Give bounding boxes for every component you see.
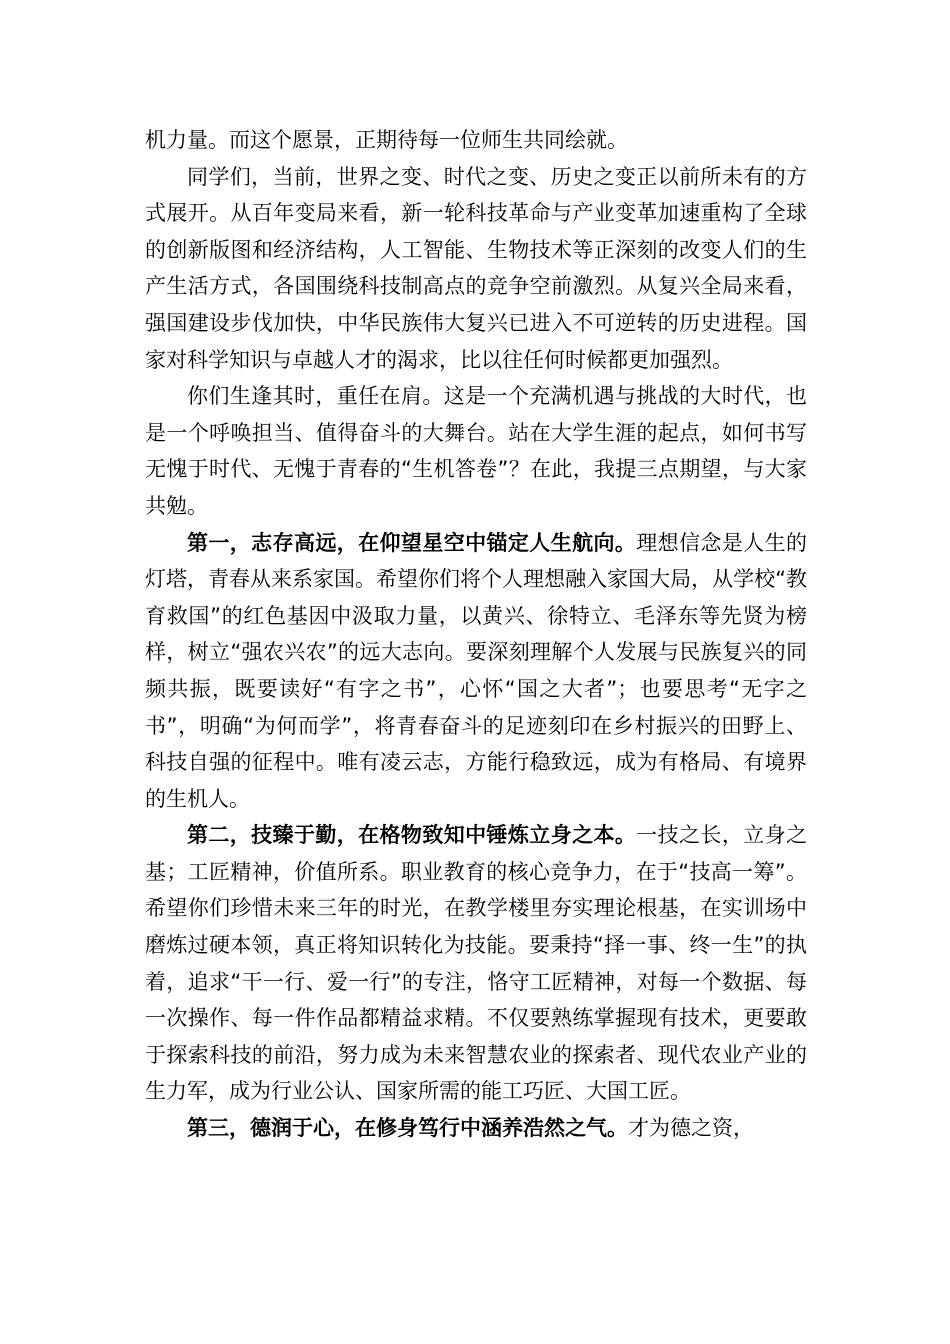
paragraph-text: 理想信念是人生的灯塔，青春从来系家国。希望你们将个人理想融入家国大局，从学校“教育救国”的红色基因中汲取力量，以黄兴、徐特立、毛泽东等先贤为榜样，树立“强农兴农”的远大志向。要深刻理解个人发展与民族复兴的同频共振，既要读好“有字之书”，心怀“国之大者”；也要思考“无字之书”，明确“为何而学”，将青春奋斗的足迹刻印在乡村振兴的田野上、科技自强的征程中。唯有凌云志，方能行稳致远，成为有格局、有境界的生机人。 <box>145 530 807 811</box>
paragraph-point-three <box>145 1110 807 1147</box>
paragraph-lead-heading: 第一，志存高远，在仰望星空中锚定人生航向。 <box>187 530 637 555</box>
document-page <box>145 122 807 1147</box>
paragraph-continuation <box>145 122 807 159</box>
paragraph-born-in-time <box>145 378 807 524</box>
paragraph-text: 同学们，当前，世界之变、时代之变、历史之变正以前所未有的方式展开。从百年变局来看，新一轮科技革命与产业变革加速重构了全球的创新版图和经济结构，人工智能、生物技术等正深刻的改变人们的生产生活方式，各国围绕科技制高点的竞争空前激烈。从复兴全局来看，强国建设步伐加快，中华民族伟大复兴已进入不可逆转的历史进程。国家对科学知识与卓越人才的渴求，比以往任何时候都更加强烈。 <box>145 164 807 372</box>
paragraph-text: 一技之长，立身之基；工匠精神，价值所系。职业教育的核心竞争力，在于“技高一筹”。希望你们珍惜未来三年的时光，在教学楼里夯实理论根基，在实训场中磨炼过硬本领，真正将知识转化为技能。要秉持“择一事、终一生”的执着，追求“干一行、爱一行”的专注，恪守工匠精神，对每一个数据、每一次操作、每一件作品都精益求精。不仅要熟练掌握现有技术，更要敢于探索科技的前沿，努力成为未来智慧农业的探索者、现代农业产业的生力军，成为行业公认、国家所需的能工巧匠、大国工匠。 <box>145 823 807 1104</box>
paragraph-lead-heading: 第三，德润于心，在修身笃行中涵养浩然之气。 <box>187 1116 628 1141</box>
paragraph-lead-heading: 第二，技臻于勤，在格物致知中锤炼立身之本。 <box>187 823 637 848</box>
paragraph-text: 机力量。而这个愿景，正期待每一位师生共同绘就。 <box>145 128 628 152</box>
paragraph-text: 你们生逢其时，重任在肩。这是一个充满机遇与挑战的大时代，也是一个呼唤担当、值得奋斗的大舞台。站在大学生涯的起点，如何书写无愧于时代、无愧于青春的“生机答卷”？在此，我提三点期望，与大家共勉。 <box>145 384 807 518</box>
paragraph-point-two <box>145 817 807 1110</box>
paragraph-text: 才为德之资， <box>628 1116 754 1141</box>
paragraph-world-changes <box>145 159 807 379</box>
paragraph-point-one <box>145 525 807 818</box>
